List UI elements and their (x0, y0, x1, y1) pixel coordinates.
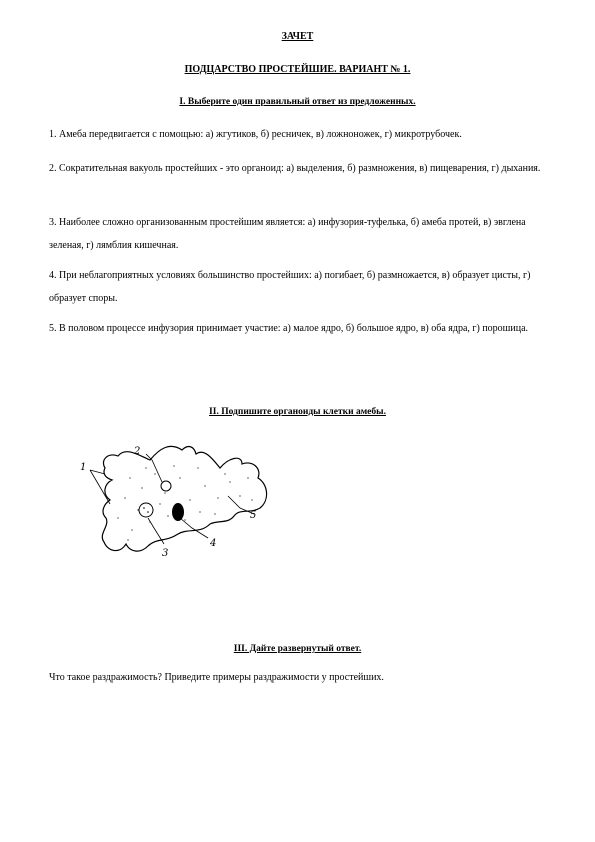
label-4: 4 (210, 538, 217, 549)
open-question: Что такое раздражимость? Приведите примеры раздражимости у простейших. (49, 672, 384, 683)
section-3-heading: III. Дайте развернутый ответ. (233, 644, 362, 654)
variant-subtitle: ПОДЦАРСТВО ПРОСТЕЙШИЕ. ВАРИАНТ № 1. (184, 64, 411, 75)
label-1: 1 (80, 462, 87, 473)
contractile-vacuole (161, 481, 171, 491)
digestive-vacuole (139, 503, 153, 517)
question-5: 5. В половом процессе инфузория принимает участие: а) малое ядро, б) большое ядро, в) оба ядра, г) порошица. (49, 323, 529, 334)
question-1: 1. Амеба передвигается с помощью: а) жгутиков, б) ресничек, в) ложноножек, г) микротрубочек. (49, 129, 462, 140)
page-title: ЗАЧЕТ (281, 31, 314, 42)
section-2-heading: II. Подпишите органоиды клетки амебы. (209, 407, 386, 417)
label-5: 5 (250, 510, 257, 521)
label-3: 3 (162, 548, 169, 559)
pointer-lines (90, 454, 257, 544)
cytoplasm-dots (117, 465, 252, 540)
amoeba-cell-outline (102, 446, 266, 551)
question-2: 2. Сократительная вакуоль простейших - это органоид: а) выделения, б) размножения, в) пищеварения, г) дыхания. (49, 163, 541, 174)
section-1-heading: I. Выберите один правильный ответ из предложенных. (179, 97, 416, 107)
label-2: 2 (134, 446, 141, 457)
question-3: 3. Наиболее сложно организованным простейшим является: а) инфузория-туфелька, б) амеба протей, в) эвглена зеленая, г) лямблия кишечная. (49, 217, 526, 251)
question-4: 4. При неблагоприятных условиях большинство простейших: а) погибает, б) размножается, в) образует цисты, г) образует споры. (49, 270, 531, 304)
amoeba-diagram (70, 438, 275, 560)
nucleus (172, 503, 184, 521)
